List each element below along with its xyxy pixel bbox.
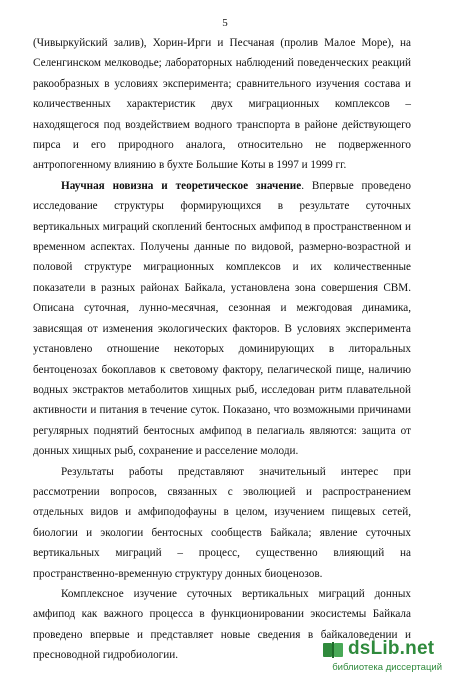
watermark-subtitle: библиотека диссертаций <box>332 662 442 673</box>
paragraph-1: (Чивыркуйский залив), Хорин-Ирги и Песчаная (пролив Малое Море), на Селенгинском мелководье; лабораторных наблюдений поведенческих реакций ракообразных в условиях эксперимента; сравнительного изучения состава и количественных характеристик двух миграционных комплексов – находящегося под воздействием водного транспорта в районе действующего пирса и его природного аналога, относительно не подверженного антропогенному влиянию в бухте Большие Коты в 1997 и 1999 гг. <box>33 37 411 172</box>
novelty-body: . Впервые проведено исследование структуры формирующихся в результате суточных вертикальных миграций скоплений бентосных амфипод в пространственном и временном аспектах. Получены данные по видовой, размерно-возрастной и половой структуре миграционных комплексов и их количественные показатели в разных районах Байкала, установлена зона совершения СВМ. Описана суточная, лунно-месячная, сезонная и межгодовая динамика, зависящая от изменения экологических факторов. В условиях эксперимента установлено отношение некоторых доминирующих в литоральных бентоценозах бокоплавов к световому фактору, пелагической пище, наличию водных экстрактов метаболитов хищных рыб, исследован ритм плавательной активности и питания в течение суток. Показано, что возможными причинами регулярных поднятий бентосных амфипод в пелагиаль являются: защита от донных хищных рыб, сохранение и расселение молоди. <box>33 179 411 458</box>
paragraph-novelty <box>33 176 411 462</box>
watermark <box>318 638 442 678</box>
novelty-heading: Научная новизна и теоретическое значение <box>61 179 302 192</box>
page-number: 5 <box>222 17 228 29</box>
paragraph-results: Результаты работы представляют значительный интерес при рассмотрении вопросов, связанных с эволюцией и распространением отдельных видов и амфиподофауны в целом, изучением пищевых сетей, биологии и экологии бентосных сообществ Байкала; явление суточных вертикальных миграций – процесс, существенно влияющий на пространственно-временную структуру донных биоценозов. <box>33 465 411 580</box>
dslib-logo-icon <box>322 640 344 660</box>
watermark-title: dsLib.net <box>348 638 435 659</box>
document-body <box>33 33 411 666</box>
paragraph-complex-study: Комплексное изучение суточных вертикальных миграций донных амфипод как важного процесса в функционировании экосистемы Байкала проведено впервые и представляет новые сведения в байкаловедении и пресноводной гидробиологии. <box>33 587 411 662</box>
